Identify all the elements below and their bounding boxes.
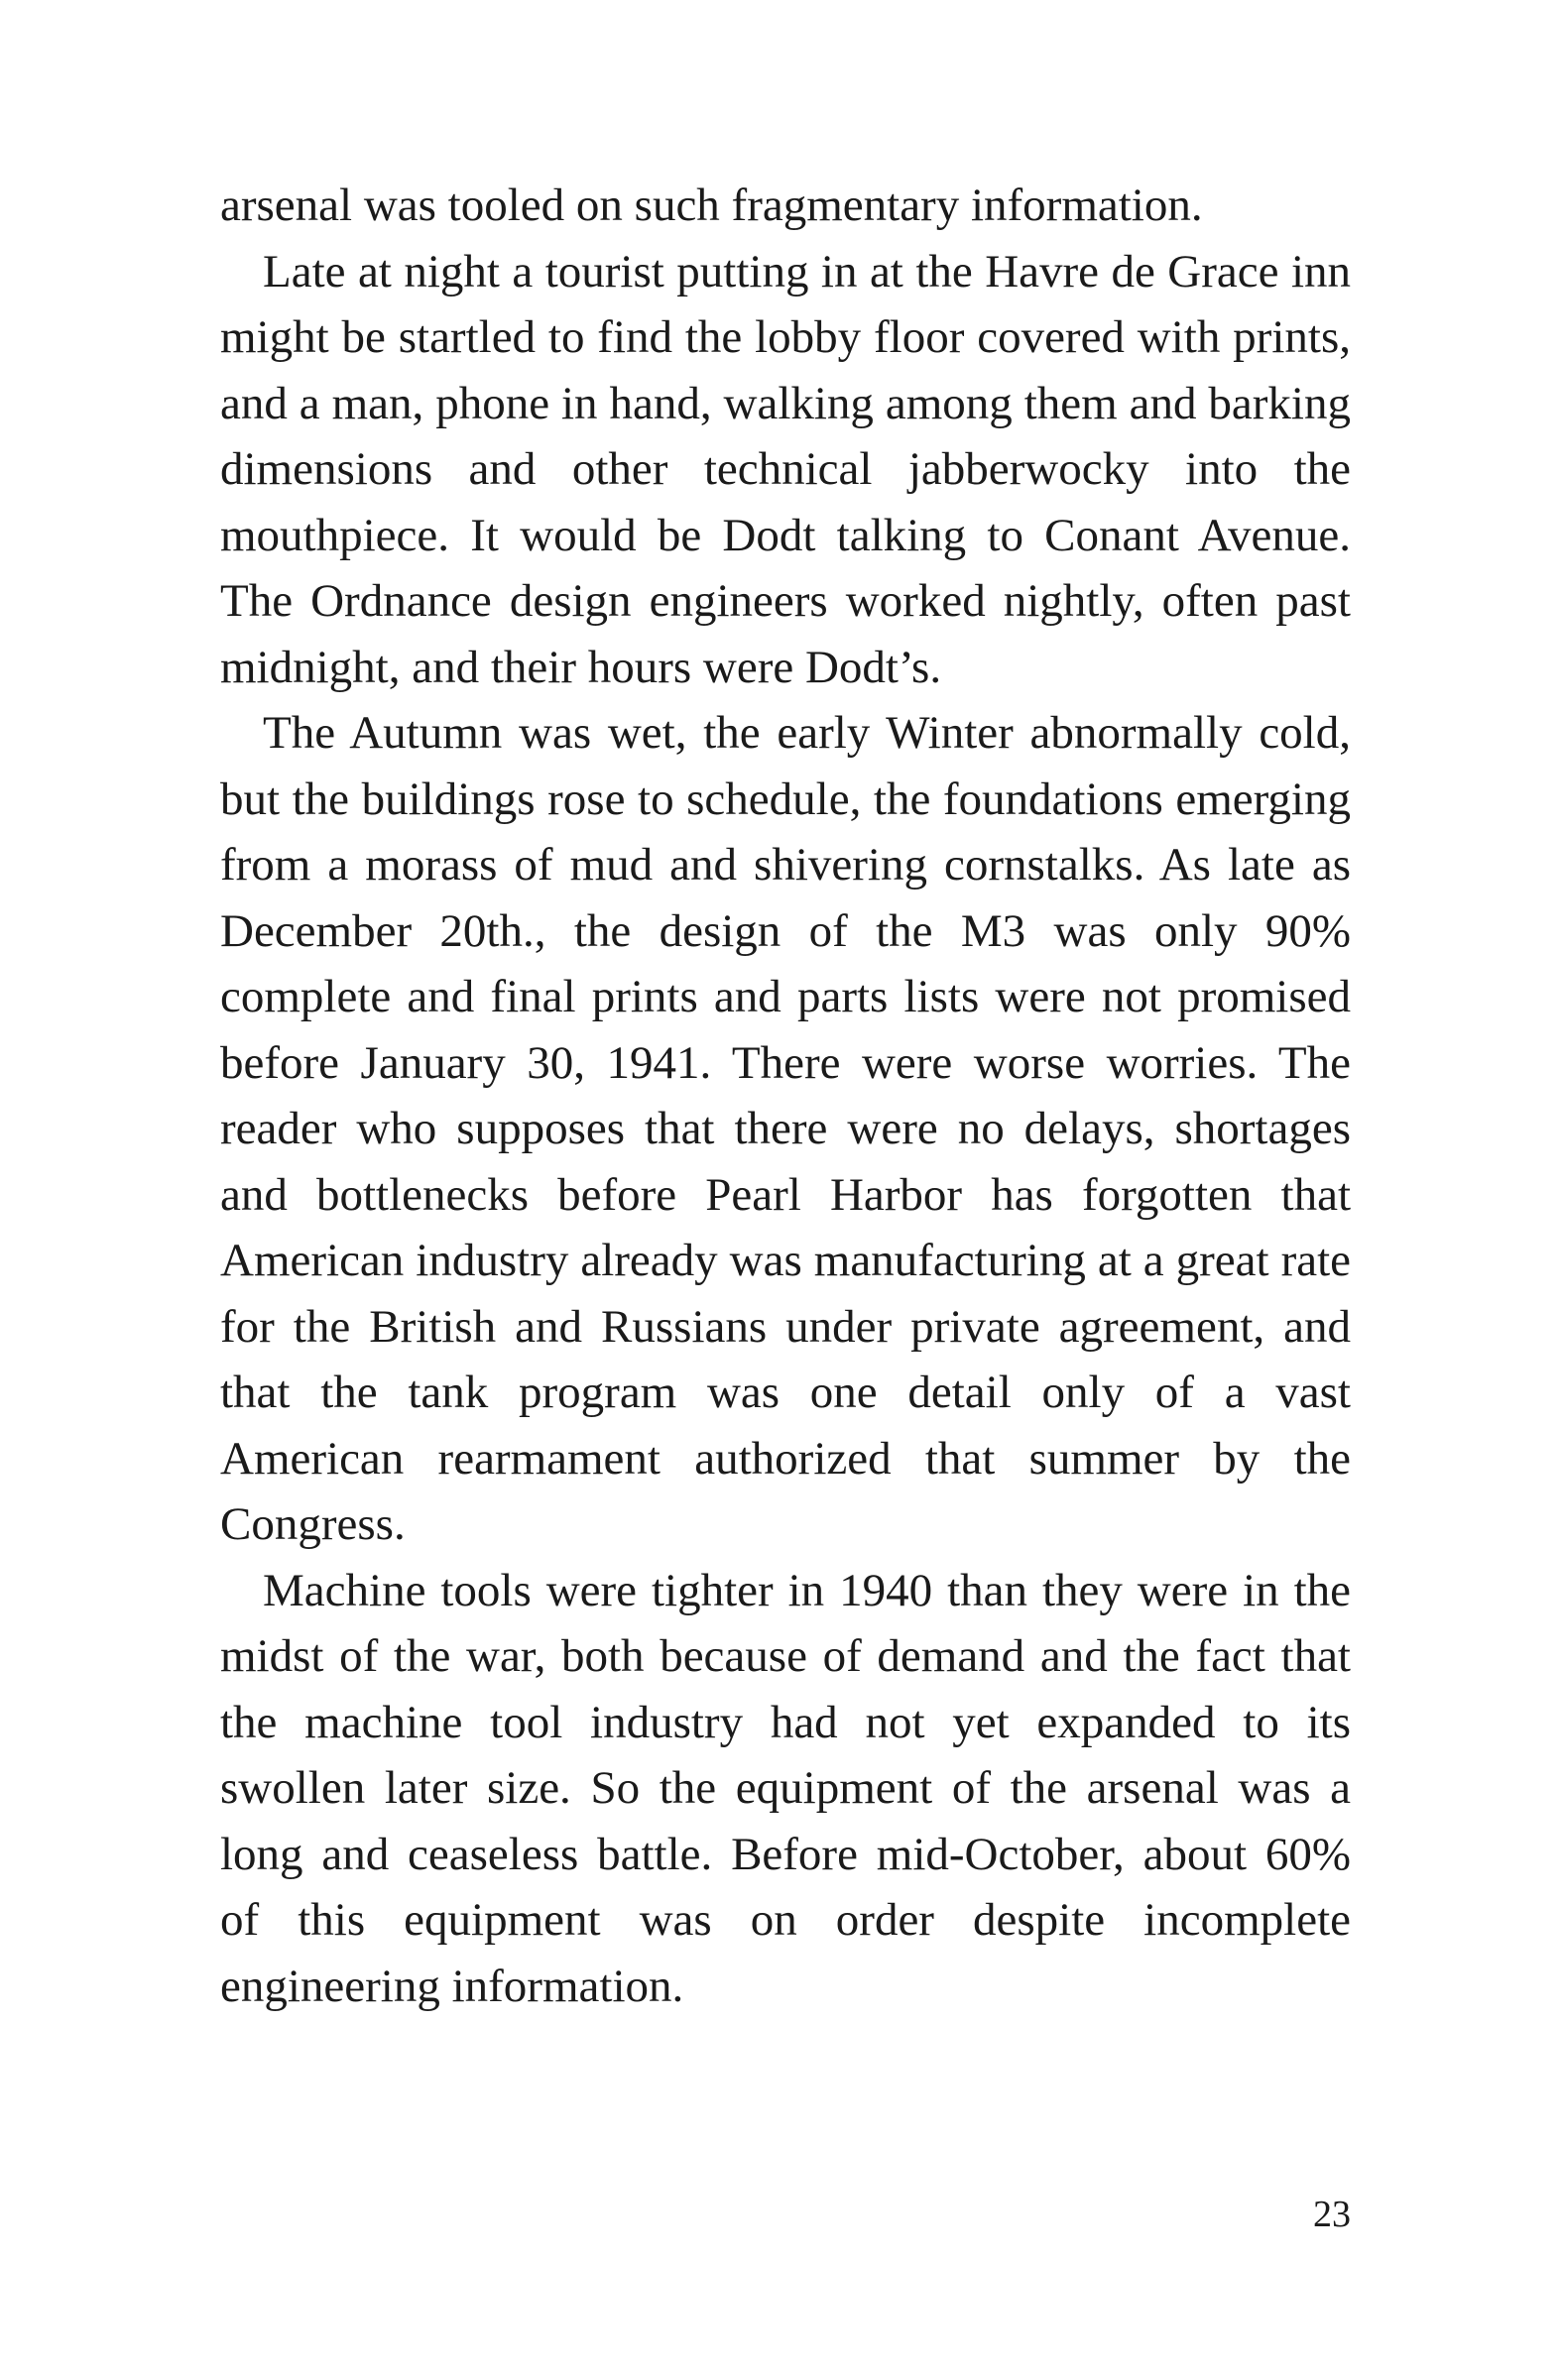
paragraph-havre-de-grace: Late at night a tourist putting in at the Havre de Grace inn might be startled to find the lobby floor covered with prints, and a man, phone in hand, walking among them and barking dimensions and other technical jabberwocky into the mouthpiece. It would be Dodt talking to Conant Avenue. The Ordnance design engineers worked nightly, often past midnight, and their hours were Dodt’s. xyxy=(220,245,1351,693)
paragraph-autumn: The Autumn was wet, the early Winter abnormally cold, but the buildings rose to schedule, the foundations emerging from a morass of mud and shivering cornstalks. As late as December 20th., the design of the M3 was only 90% complete and final prints and parts lists were not promised before January 30, 1941. There were worse worries. The reader who supposes that there were no delays, shortages and bottlenecks before Pearl Harbor has forgotten that American industry already was manufacturing at a great rate for the British and Russians under private agreement, and that the tank program was one detail only of a vast American rearmament authorized that summer by the Congress. xyxy=(220,707,1351,1550)
page-number: 23 xyxy=(1313,2194,1351,2235)
paragraph-machine-tools: Machine tools were tighter in 1940 than they were in the midst of the war, both because of demand and the fact that the machine tool industry had not yet expanded to its swollen later size. So the equipment of the arsenal was a long and ceaseless battle. Before mid-October, about 60% of this equipment was on order despite incomplete engineering information. xyxy=(220,1564,1351,2012)
paragraph-continuation: arsenal was tooled on such fragmentary information. xyxy=(220,179,1203,231)
body-text xyxy=(220,173,1351,2019)
